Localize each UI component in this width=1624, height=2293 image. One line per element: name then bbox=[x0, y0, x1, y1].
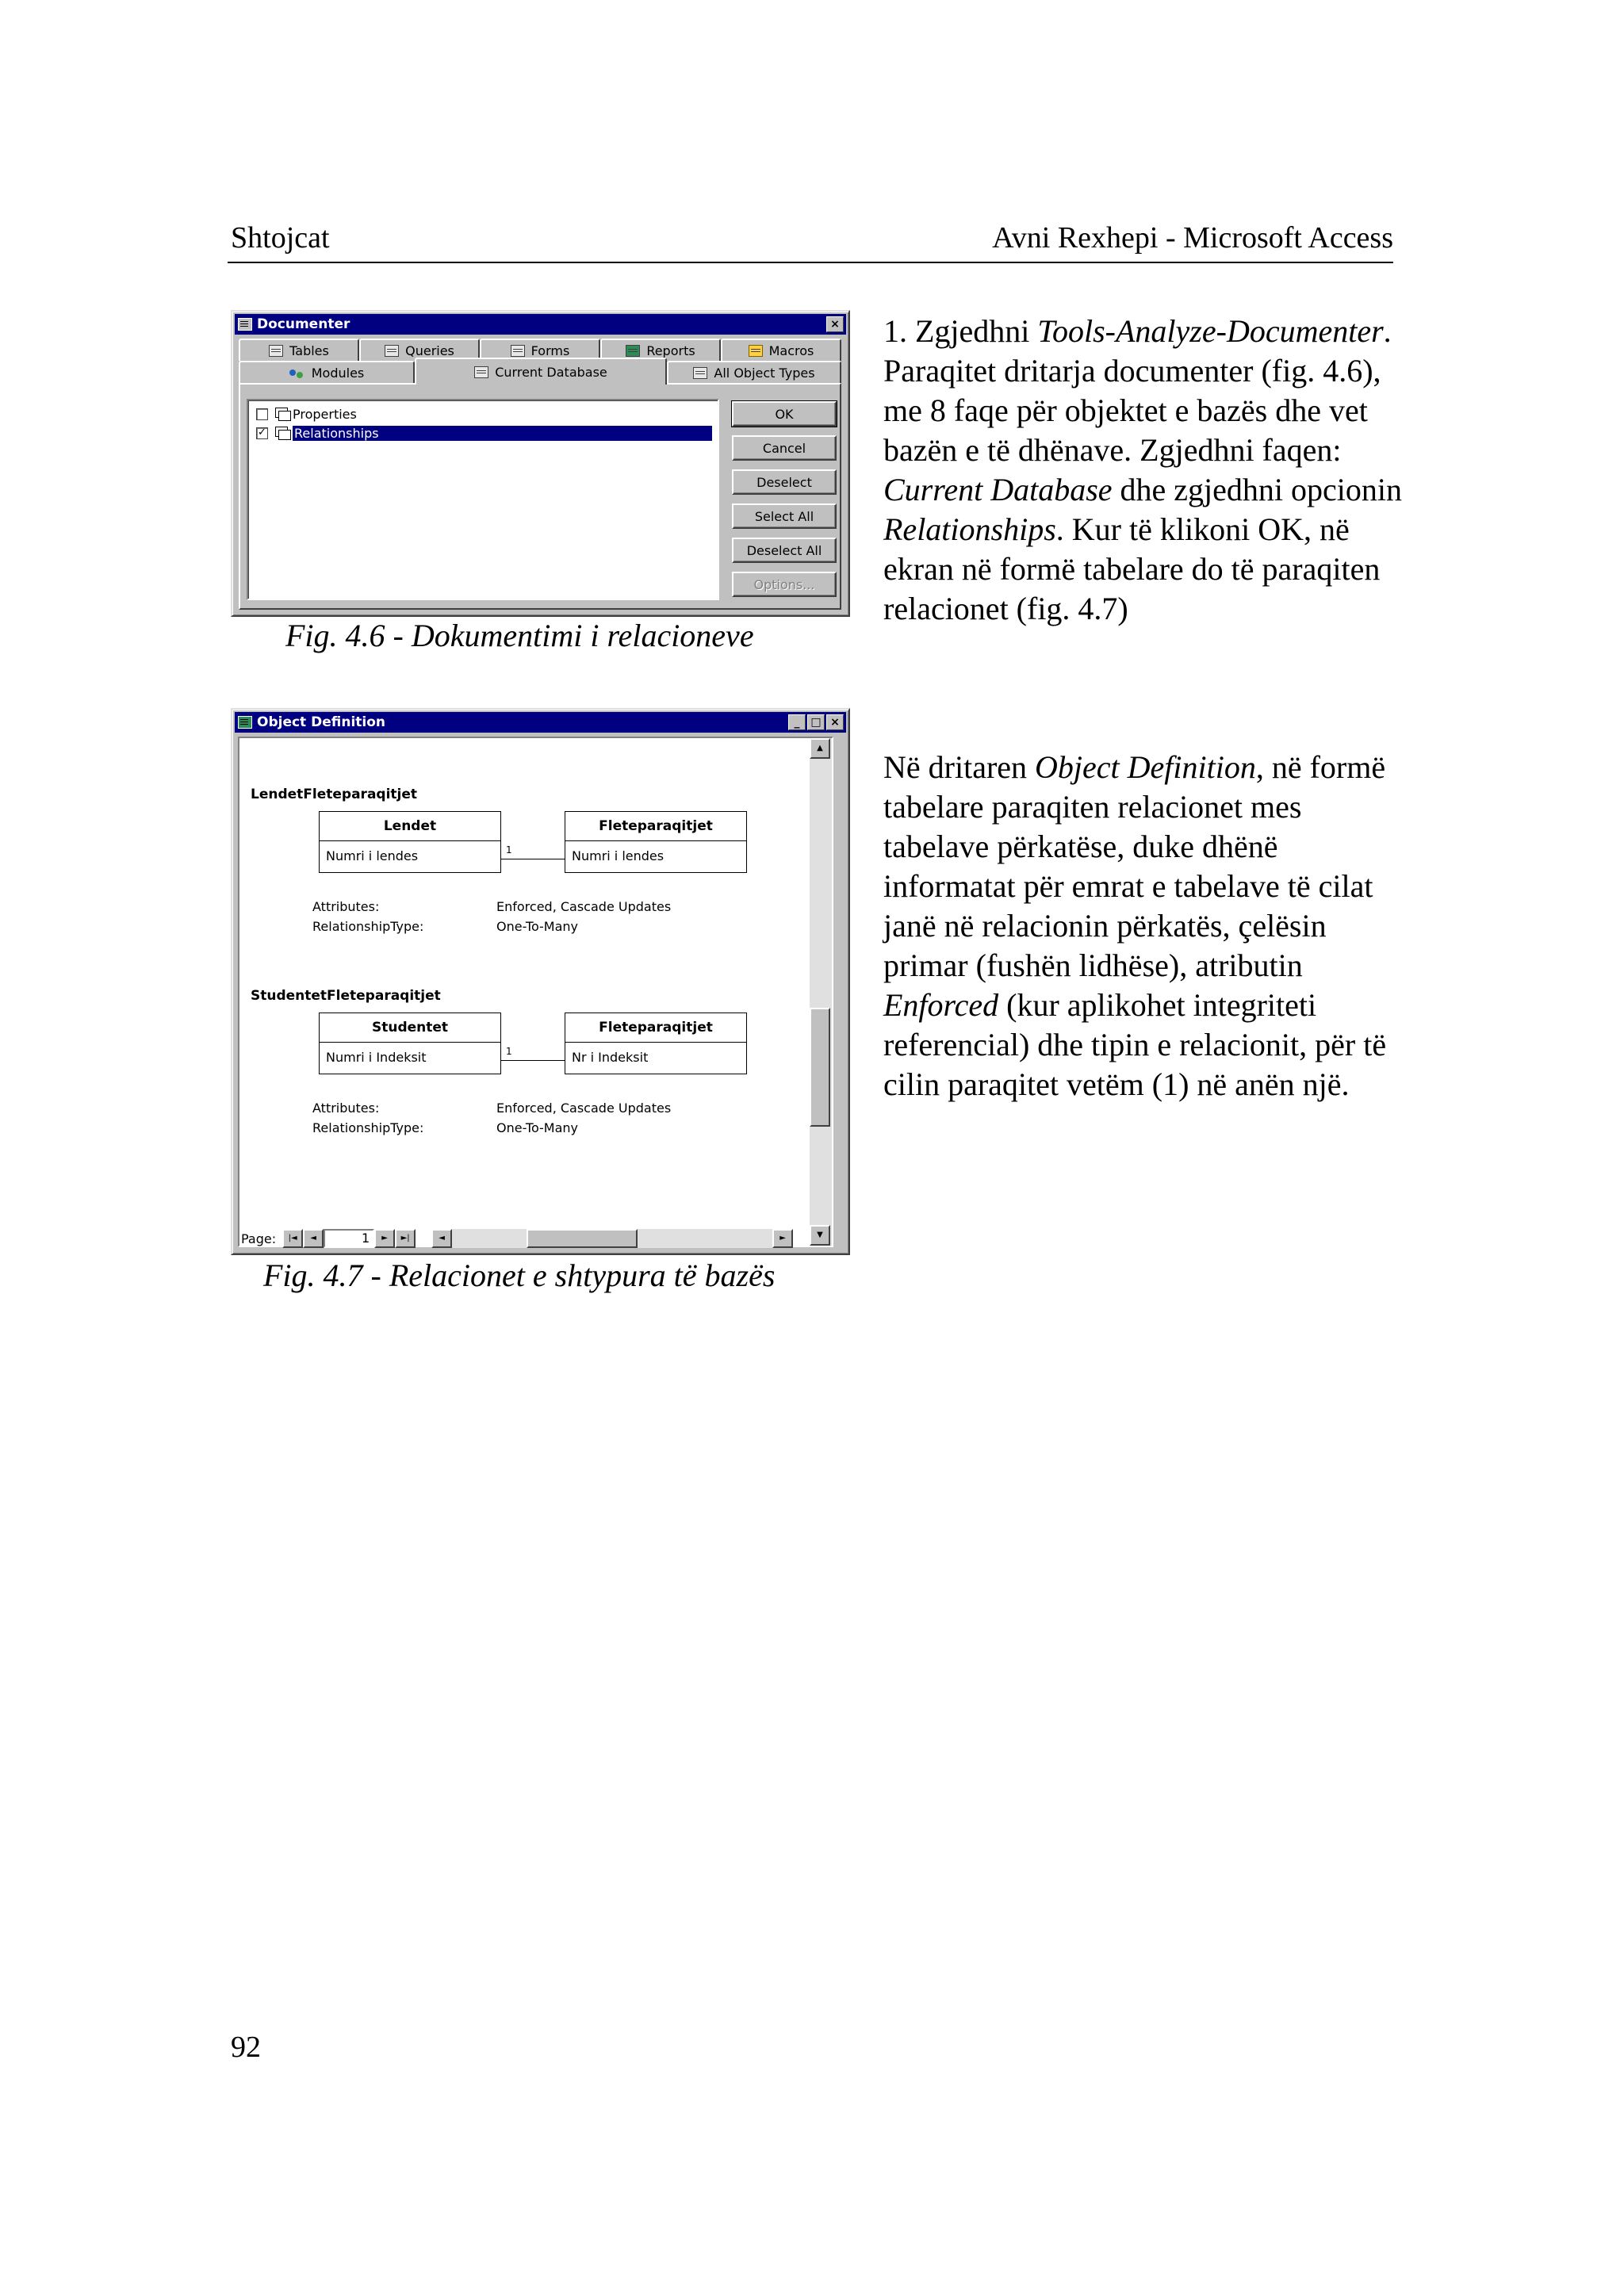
tab-all-object-types[interactable] bbox=[667, 361, 841, 383]
module-icon bbox=[289, 368, 305, 378]
attributes-label: Attributes: bbox=[312, 1101, 380, 1116]
table-field: Numri i Indeksit bbox=[326, 1050, 427, 1065]
running-header-right: Avni Rexhepi - Microsoft Access bbox=[992, 221, 1393, 255]
table-box-lendet bbox=[319, 811, 501, 873]
figure-caption: Fig. 4.7 - Relacionet e shtypura të bazës bbox=[263, 1258, 776, 1293]
horizontal-scrollbar[interactable] bbox=[431, 1229, 793, 1248]
form-icon bbox=[511, 345, 525, 357]
paragraph-object-definition: Në dritaren Object Definition, në formë tabelare paraqiten relacionet mes tabelave përkatëse, duke dhënë informatat për emrat e tabelave të cilat janë në relacionin përkatës, çelësin primar (fushën lidhëse), atributin Enforced (kur aplikohet integriteti referencial) dhe tipin e relacionit, për të cilin paraqitet vetëm (1) në anën një. bbox=[883, 749, 1387, 1102]
query-icon bbox=[385, 345, 399, 357]
select-all-button[interactable]: Select All bbox=[732, 503, 837, 529]
list-item[interactable] bbox=[256, 405, 357, 423]
table-name: Studentet bbox=[320, 1013, 500, 1043]
maximize-icon[interactable]: □ bbox=[807, 714, 825, 730]
tab-tables[interactable] bbox=[239, 339, 359, 361]
paragraph-step-1: 1. Zgjedhni Tools-Analyze-Documenter. Paraqitet dritarja documenter (fig. 4.6), me 8 faqe për objektet e bazës dhe vet bazën e të dhënave. Zgjedhni faqen: Current Database dhe zgjedhni opcionin Relationships. Kur të klikoni OK, në ekran në formë tabelare do të paraqiten relacionet (fig. 4.7) bbox=[883, 313, 1402, 626]
tab-macros[interactable] bbox=[721, 339, 841, 361]
report-icon bbox=[626, 345, 640, 357]
tab-modules[interactable] bbox=[239, 361, 415, 383]
object-definition-title: Object Definition bbox=[257, 714, 386, 730]
checkbox[interactable] bbox=[256, 408, 268, 420]
table-box-fleteparaqitjet bbox=[565, 811, 747, 873]
minimize-icon[interactable]: _ bbox=[788, 714, 806, 730]
attributes-label: Attributes: bbox=[312, 899, 380, 914]
close-icon[interactable]: × bbox=[826, 316, 844, 332]
relation-title: StudentetFleteparaqitjet bbox=[251, 988, 441, 1004]
scroll-up-icon[interactable]: ▲ bbox=[810, 738, 830, 759]
relationships-icon bbox=[273, 427, 290, 440]
close-icon[interactable]: × bbox=[826, 714, 844, 730]
page-label: Page: bbox=[241, 1231, 277, 1246]
list-item[interactable] bbox=[256, 424, 712, 442]
tab-label: Queries bbox=[405, 343, 454, 358]
tab-current-database[interactable] bbox=[415, 358, 667, 385]
relationship-type-label: RelationshipType: bbox=[312, 919, 424, 934]
documenter-title: Documenter bbox=[257, 316, 350, 332]
attributes-value: Enforced, Cascade Updates bbox=[496, 1101, 672, 1116]
attributes-value: Enforced, Cascade Updates bbox=[496, 899, 672, 914]
scroll-left-icon[interactable]: ◄ bbox=[431, 1229, 452, 1248]
scroll-down-icon[interactable]: ▼ bbox=[810, 1225, 830, 1246]
tab-label: Macros bbox=[768, 343, 814, 358]
object-list[interactable] bbox=[247, 399, 719, 600]
horizontal-scroll-thumb[interactable] bbox=[527, 1229, 638, 1248]
previous-page-icon[interactable]: ◄ bbox=[303, 1229, 324, 1248]
tab-label: Modules bbox=[311, 365, 365, 381]
page-navigation-bar bbox=[238, 1227, 843, 1250]
tab-label: Current Database bbox=[495, 364, 607, 380]
table-field: Numri i lendes bbox=[326, 848, 419, 863]
report-preview-icon bbox=[238, 716, 252, 729]
list-item-label: Properties bbox=[293, 406, 357, 422]
table-name: Fleteparaqitjet bbox=[565, 1013, 746, 1043]
deselect-all-button[interactable]: Deselect All bbox=[732, 538, 837, 563]
documenter-icon bbox=[238, 318, 252, 331]
documenter-titlebar[interactable] bbox=[235, 314, 846, 335]
relation-line bbox=[501, 1060, 565, 1061]
scroll-right-icon[interactable]: ► bbox=[772, 1229, 793, 1248]
cancel-button[interactable]: Cancel bbox=[732, 435, 837, 461]
header-rule bbox=[228, 262, 1393, 263]
one-side-label: 1 bbox=[506, 844, 512, 856]
relation-title: LendetFleteparaqitjet bbox=[251, 787, 418, 802]
one-side-label: 1 bbox=[506, 1046, 512, 1057]
list-item-label: Relationships bbox=[293, 426, 712, 441]
object-definition-titlebar[interactable] bbox=[235, 712, 846, 733]
first-page-icon[interactable]: |◄ bbox=[282, 1229, 303, 1248]
table-field: Numri i lendes bbox=[572, 848, 665, 863]
relationship-type-value: One-To-Many bbox=[496, 919, 579, 934]
table-field: Nr i Indeksit bbox=[572, 1050, 649, 1065]
options-button[interactable]: Options... bbox=[732, 572, 837, 597]
vertical-scrollbar[interactable] bbox=[810, 738, 832, 1246]
figure-caption: Fig. 4.6 - Dokumentimi i relacioneve bbox=[285, 618, 754, 653]
checkbox[interactable]: ✓ bbox=[256, 427, 268, 439]
ok-button[interactable]: OK bbox=[732, 401, 837, 427]
table-name: Lendet bbox=[320, 812, 500, 841]
all-objects-icon bbox=[693, 367, 707, 379]
report-preview bbox=[238, 737, 833, 1247]
relationship-type-value: One-To-Many bbox=[496, 1120, 579, 1135]
database-icon bbox=[474, 366, 488, 378]
next-page-icon[interactable]: ► bbox=[374, 1229, 395, 1248]
properties-icon bbox=[273, 408, 290, 421]
tab-label: Tables bbox=[289, 343, 329, 358]
last-page-icon[interactable]: ►| bbox=[395, 1229, 416, 1248]
tab-label: All Object Types bbox=[714, 365, 815, 381]
macro-icon bbox=[749, 345, 763, 357]
documenter-window bbox=[231, 310, 850, 617]
deselect-button[interactable]: Deselect bbox=[732, 469, 837, 495]
relationship-type-label: RelationshipType: bbox=[312, 1120, 424, 1135]
table-name: Fleteparaqitjet bbox=[565, 812, 746, 841]
table-box-studentet bbox=[319, 1013, 501, 1074]
tab-label: Forms bbox=[530, 343, 570, 358]
tab-label: Reports bbox=[646, 343, 695, 358]
page-number: 92 bbox=[231, 2031, 261, 2064]
object-definition-window bbox=[231, 708, 850, 1255]
running-header-left: Shtojcat bbox=[231, 221, 330, 255]
table-box-fleteparaqitjet bbox=[565, 1013, 747, 1074]
page-number-input[interactable]: 1 bbox=[324, 1229, 374, 1248]
table-icon bbox=[269, 345, 283, 357]
scroll-thumb[interactable] bbox=[810, 1008, 830, 1127]
